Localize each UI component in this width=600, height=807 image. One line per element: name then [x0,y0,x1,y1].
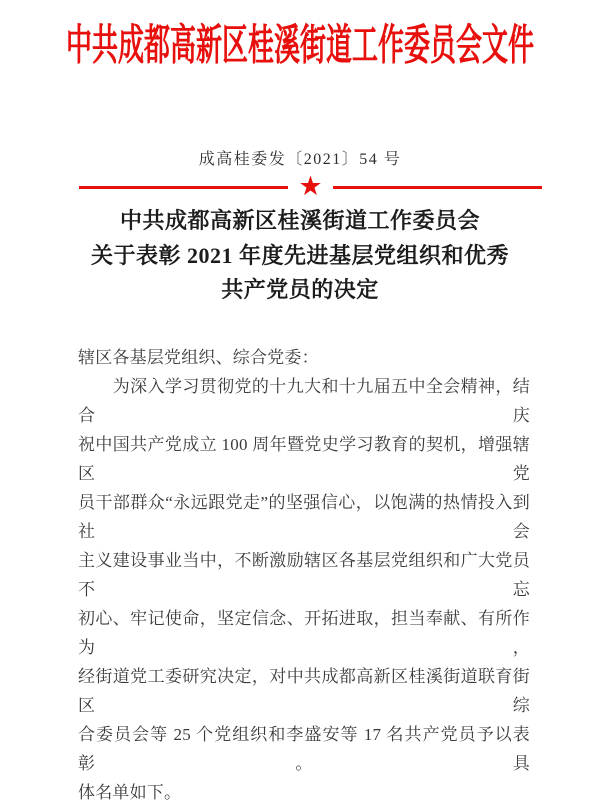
document-number: 成高桂委发〔2021〕54 号 [198,151,402,168]
body-line: 为深入学习贯彻党的十九大和十九届五中全会精神，结合庆 [78,377,530,425]
title-line-3: 共产党员的决定 [221,277,379,302]
body-line: 经街道党工委研究决定，对中共成都高新区桂溪街道联育街区综 [78,667,530,715]
red-divider [79,170,542,201]
document-title [0,204,600,308]
body-line: 主义建设事业当中，不断激励辖区各基层党组织和广大党员不忘 [78,551,530,599]
body-line-last: 体名单如下。 [78,783,182,802]
title-line-2: 关于表彰 2021 年度先进基层党组织和优秀 [90,242,509,268]
title-line-1: 中共成都高新区桂溪街道工作委员会 [119,208,480,233]
body-line: 员干部群众“永远跟党走”的坚强信心，以饱满的热情投入到社会 [78,493,530,541]
divider-line-right [333,186,542,189]
body-salutation: 辖区各基层党组织、综合党委： [78,348,319,367]
document-body [78,343,530,807]
body-line: 合委员会等 25 个党组织和李盛安等 17 名共产党员予以表彰。具 [78,725,530,773]
divider-line-left [79,186,288,189]
red-header-org-title: 中共成都高新区桂溪街道工作委员会文件 [65,21,534,70]
star-icon: ★ [298,170,323,201]
body-line: 初心、牢记使命，坚定信念、开拓进取，担当奉献、有所作为， [78,609,530,657]
body-line: 祝中国共产党成立 100 周年暨党史学习教育的契机，增强辖区党 [78,435,530,483]
